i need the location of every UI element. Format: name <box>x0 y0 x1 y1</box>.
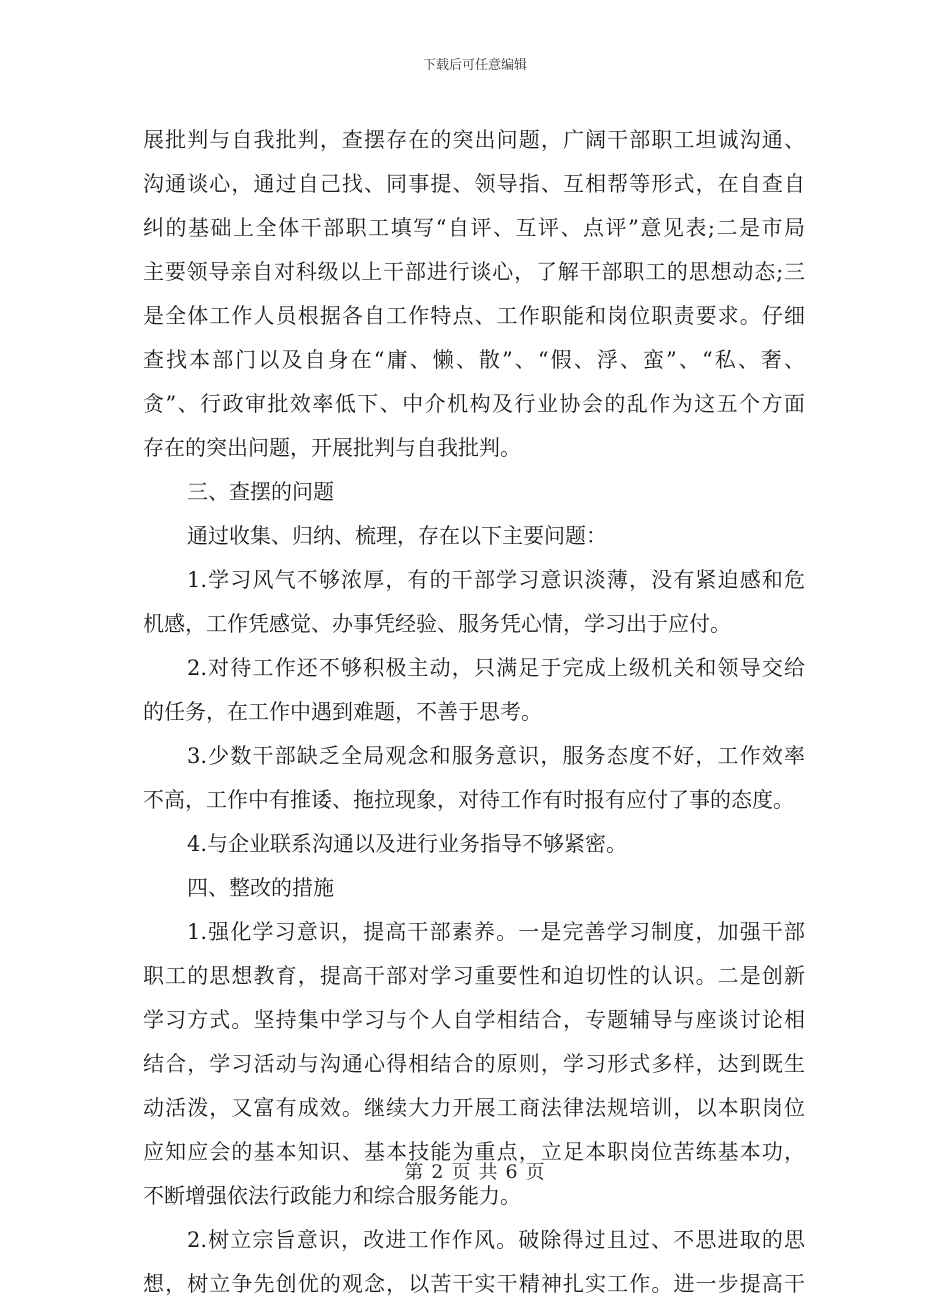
page-header-note: 下载后可任意编辑 <box>422 58 527 73</box>
list-item-line: 学习方式。坚持集中学习与个人自学相结合，专题辅导与座谈讨论相 <box>143 1008 805 1032</box>
list-item-line: 职工的思想教育，提高干部对学习重要性和迫切性的认识。二是创新 <box>143 964 805 988</box>
list-item-line: 的任务，在工作中遇到难题，不善于思考。 <box>143 700 542 724</box>
list-item-line: 2.树立宗旨意识，改进工作作风。破除得过且过、不思进取的思 <box>187 1228 805 1252</box>
paragraph-line: 贪”、行政审批效率低下、中介机构及行业协会的乱作为这五个方面 <box>143 392 805 416</box>
list-item-line: 机感，工作凭感觉、办事凭经验、服务凭心情，学习出于应付。 <box>143 612 731 636</box>
paragraph-line: 查找本部门以及自身在“庸、懒、散”、“假、浮、蛮”、“私、奢、 <box>143 348 805 372</box>
list-item-line: 想，树立争先创优的观念，以苦干实干精神扎实工作。进一步提高干 <box>143 1272 805 1296</box>
list-item-line: 1.学习风气不够浓厚，有的干部学习意识淡薄，没有紧迫感和危 <box>187 568 805 592</box>
list-item-line: 4.与企业联系沟通以及进行业务指导不够紧密。 <box>187 832 628 856</box>
section-heading: 四、整改的措施 <box>187 876 334 900</box>
list-item-line: 不断增强依法行政能力和综合服务能力。 <box>143 1184 521 1208</box>
list-item-line: 3.少数干部缺乏全局观念和服务意识，服务态度不好，工作效率 <box>187 744 805 768</box>
paragraph-line: 纠的基础上全体干部职工填写“自评、互评、点评”意见表;二是市局 <box>143 216 805 240</box>
paragraph-line: 展批判与自我批判，查摆存在的突出问题，广阔干部职工坦诚沟通、 <box>143 128 805 152</box>
list-item-line: 应知应会的基本知识、基本技能为重点，立足本职岗位苦练基本功， <box>143 1140 805 1164</box>
list-item-line: 1.强化学习意识，提高干部素养。一是完善学习制度，加强干部 <box>187 920 805 944</box>
paragraph-line: 沟通谈心，通过自己找、同事提、领导指、互相帮等形式，在自查自 <box>143 172 805 196</box>
paragraph-line: 是全体工作人员根据各自工作特点、工作职能和岗位职责要求。仔细 <box>143 304 805 328</box>
list-item-line: 结合，学习活动与沟通心得相结合的原则，学习形式多样，达到既生 <box>143 1052 805 1076</box>
section-heading: 三、查摆的问题 <box>187 480 334 504</box>
paragraph-line: 主要领导亲自对科级以上干部进行谈心，了解干部职工的思想动态;三 <box>143 260 805 284</box>
paragraph-line: 通过收集、归纳、梳理，存在以下主要问题： <box>187 524 607 548</box>
list-item-line: 动活泼，又富有成效。继续大力开展工商法律法规培训，以本职岗位 <box>143 1096 805 1120</box>
paragraph-line: 存在的突出问题，开展批判与自我批判。 <box>143 436 521 460</box>
list-item-line: 不高，工作中有推诿、拖拉现象，对待工作有时报有应付了事的态度。 <box>143 788 794 812</box>
list-item-line: 2.对待工作还不够积极主动，只满足于完成上级机关和领导交给 <box>187 656 805 680</box>
document-body <box>143 118 805 1306</box>
page-number: 第 2 页 共 6 页 <box>404 1161 546 1183</box>
